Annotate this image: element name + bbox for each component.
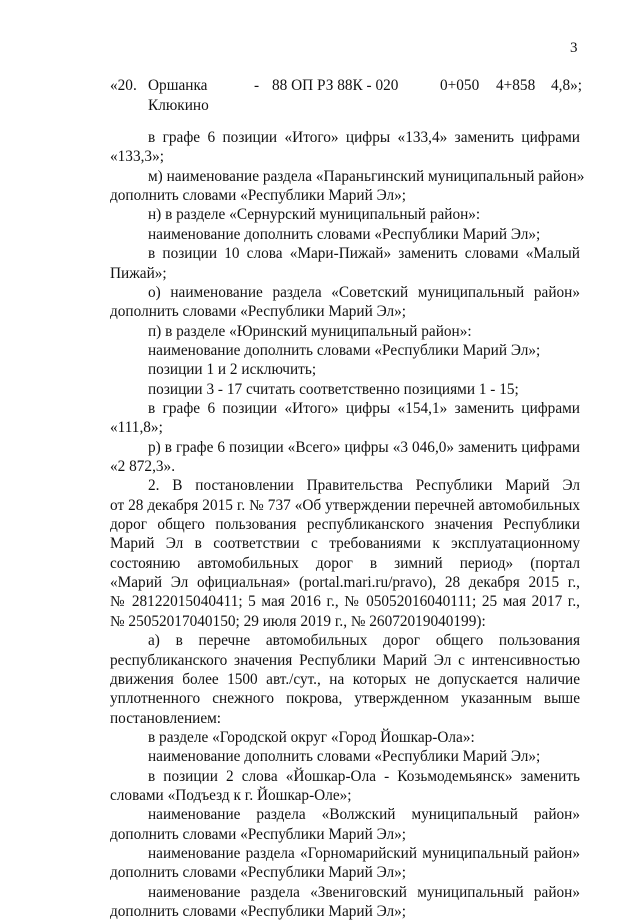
row-dash: - bbox=[254, 77, 260, 94]
text-line: словами «Подъезд к г. Йошкар-Оле»; bbox=[110, 786, 352, 804]
text-line: а) в перечне автомобильных дорог общего пользования bbox=[148, 632, 580, 650]
text-line: наименование раздела «Горномарийский муниципальный район» bbox=[148, 845, 580, 862]
text-line: дополнить словами «Республики Марий Эл»; bbox=[110, 187, 407, 205]
text-line: уплотненного снежного покрова, утвержденном указанным выше bbox=[110, 690, 580, 708]
page-number: 3 bbox=[570, 40, 578, 56]
text-line: Марий Эл в соответствии с требованиями к эксплуатационному bbox=[110, 535, 580, 553]
text-line: н) в разделе «Сернурский муниципальный район»: bbox=[148, 206, 481, 224]
text-line: в позиции 2 слова «Йошкар-Ола - Козьмодемьянск» заменить bbox=[148, 767, 580, 785]
text-line: о) наименование раздела «Советский муниципальный район» bbox=[148, 283, 580, 301]
text-line: от 28 декабря 2015 г. № 737 «Об утверждении перечней автомобильных bbox=[110, 496, 580, 514]
text-line: в разделе «Городской округ «Город Йошкар-Ола»: bbox=[148, 728, 475, 746]
row-number: «20. bbox=[110, 77, 137, 94]
text-line: р) в графе 6 позиции «Всего» цифры «3 046,0» заменить цифрами bbox=[148, 438, 580, 456]
text-line: в позиции 10 слова «Мари-Пижай» заменить словами «Малый bbox=[148, 245, 580, 263]
text-line: наименование раздела «Волжский муниципальный район» bbox=[148, 806, 580, 824]
text-line: дополнить словами «Республики Марий Эл»; bbox=[110, 864, 407, 882]
text-line: в графе 6 позиции «Итого» цифры «154,1» заменить цифрами bbox=[148, 399, 580, 417]
text-line: дорог общего пользования республиканского значения Республики bbox=[110, 516, 580, 533]
text-line: дополнить словами «Республики Марий Эл»; bbox=[110, 303, 407, 321]
text-line: наименование раздела «Звениговский муниципальный район» bbox=[148, 883, 580, 901]
text-line: «111,8»; bbox=[110, 419, 163, 437]
text-line: республиканского значения Республики Марий Эл с интенсивностью bbox=[110, 651, 580, 669]
text-line: дополнить словами «Республики Марий Эл»; bbox=[110, 903, 407, 920]
text-line: наименование дополнить словами «Республики Марий Эл»; bbox=[148, 225, 541, 243]
text-line: постановлением: bbox=[110, 709, 222, 727]
text-line: № 25052017040150; 29 июля 2019 г., № 26072019040199): bbox=[110, 612, 486, 630]
text-line: наименование дополнить словами «Республики Марий Эл»; bbox=[148, 341, 541, 359]
text-line: № 28122015040411; 5 мая 2016 г., № 05052016040111; 25 мая 2017 г., bbox=[110, 593, 580, 611]
road-code: 88 ОП РЗ 88К - 020 bbox=[272, 77, 399, 94]
text-line: позиции 1 и 2 исключить; bbox=[148, 361, 317, 379]
start-km: 0+050 bbox=[440, 77, 480, 94]
text-line: наименование дополнить словами «Республики Марий Эл»; bbox=[148, 748, 541, 766]
text-line: движения более 1500 авт./сут., на которых не допускается наличие bbox=[110, 670, 580, 688]
text-line: Пижай»; bbox=[110, 264, 167, 282]
text-line: позиции 3 - 17 считать соответственно позициями 1 - 15; bbox=[148, 380, 519, 398]
text-line: «133,3»; bbox=[110, 148, 164, 166]
text-line: м) наименование раздела «Параньгинский муниципальный район» bbox=[148, 167, 585, 185]
text-line: 2. В постановлении Правительства Республики Марий Эл bbox=[148, 477, 580, 495]
text-line: п) в разделе «Юринский муниципальный район»: bbox=[148, 322, 472, 340]
end-km: 4+858 bbox=[496, 77, 536, 94]
road-name-line-1: Оршанка bbox=[148, 77, 208, 94]
road-name-line-2: Клюкино bbox=[148, 97, 209, 114]
text-line: «2 872,3». bbox=[110, 458, 176, 475]
length-km: 4,8»; bbox=[551, 77, 583, 94]
text-line: в графе 6 позиции «Итого» цифры «133,4» заменить цифрами bbox=[148, 129, 580, 146]
text-line: состоянию автомобильных дорог в зимний период» (портал bbox=[110, 554, 580, 572]
text-line: дополнить словами «Республики Марий Эл»; bbox=[110, 825, 407, 843]
text-line: «Марий Эл официальная» (portal.mari.ru/pravo), 28 декабря 2015 г., bbox=[110, 574, 580, 591]
